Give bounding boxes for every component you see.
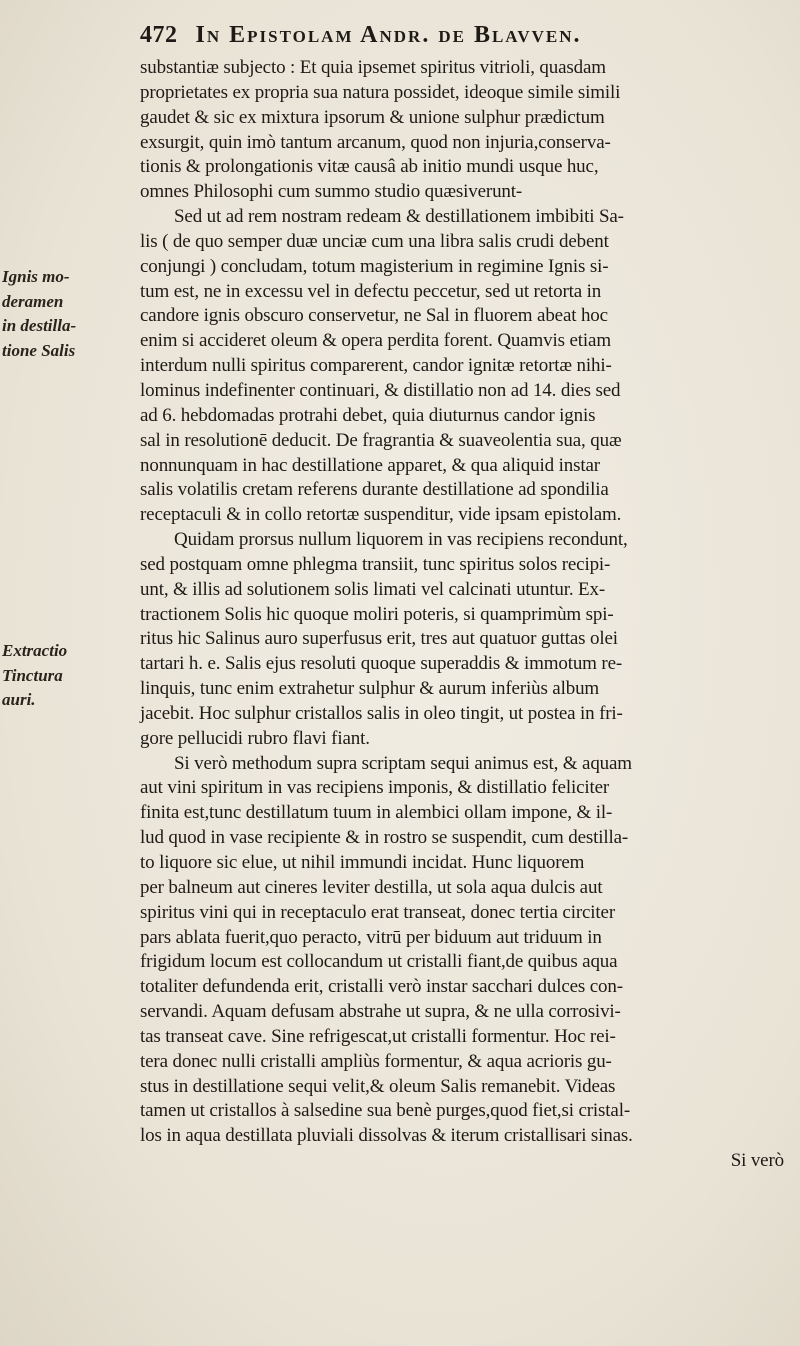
text-line: Sed ut ad rem nostram redeam & destillationem imbibiti Sa- (174, 206, 624, 228)
text-line: sed postquam omne phlegma transiit, tunc spiritus solos recipi- (140, 553, 611, 575)
text-line: tum est, ne in excessu vel in defectu peccetur, sed ut retorta in (140, 280, 602, 302)
page-header (140, 22, 800, 58)
text-line: aut vini spiritum in vas recipiens imponis, & distillatio feliciter (140, 777, 610, 799)
page-number: 472 (140, 22, 178, 48)
text-line: tas transeat cave. Sine refrigescat,ut cristalli formentur. Hoc rei- (140, 1025, 616, 1047)
text-line: lud quod in vase recipiente & in rostro se suspendit, cum destilla- (140, 827, 629, 849)
marginal-line: auri. (2, 690, 36, 709)
text-line: ad 6. hebdomadas protrahi debet, quia diuturnus candor ignis (140, 404, 596, 426)
text-line: nonnunquam in hac destillatione apparet, & qua aliquid instar (140, 454, 600, 476)
text-line: lis ( de quo semper duæ unciæ cum una libra salis crudi debent (140, 230, 609, 252)
marginal-line: Tinctura (2, 665, 63, 685)
text-line: tamen ut cristallos à salsedine sua benè purges,quod fiet,si cristal- (140, 1100, 631, 1122)
text-line: to liquore sic elue, ut nihil immundi incidat. Hunc liquorem (140, 852, 585, 873)
text-line: tionis & prolongationis vitæ causâ ab initio mundi usque huc, (140, 156, 599, 178)
marginal-line: deramen (2, 291, 64, 311)
text-line: unt, & illis ad solutionem solis limati vel calcinati utuntur. Ex- (140, 578, 606, 600)
catchword: Si verò (730, 1150, 784, 1172)
text-line: servandi. Aquam defusam abstrahe ut supra, & ne ulla corrosivi- (140, 1001, 621, 1023)
text-line: salis volatilis cretam referens durante destillatione ad spondilia (140, 479, 609, 501)
text-line: omnes Philosophi cum summo studio quæsiverunt- (140, 181, 523, 203)
text-line: frigidum locum est collocandum ut cristalli fiant,de quibus aqua (140, 951, 618, 973)
text-line: proprietates ex propria sua natura possidet, ideoque simile simili (140, 81, 621, 103)
text-line: tractionem Solis hic quoque moliri poteris, si quamprimùm spi- (140, 603, 614, 625)
marginal-note-fire (2, 265, 138, 363)
text-line: tartari h. e. Salis ejus resoluti quoque superaddis & immotum re- (140, 653, 623, 675)
text-line: gore pellucidi rubro flavi fiant. (140, 727, 370, 749)
text-line: linquis, tunc enim extrahetur sulphur & aurum inferiùs album (140, 678, 600, 700)
text-line: substantiæ subjecto : Et quia ipsemet spiritus vitrioli, quasdam (140, 57, 606, 78)
marginal-line: Extractio (2, 641, 68, 660)
body-text (140, 56, 790, 1174)
marginal-line: Ignis mo- (2, 267, 70, 286)
text-line: jacebit. Hoc sulphur cristallos salis in oleo tingit, ut postea in fri- (140, 702, 623, 724)
text-line: Si verò methodum supra scriptam sequi animus est, & aquam (174, 752, 632, 774)
marginal-note-gold (2, 639, 138, 713)
text-line: sal in resolutionē deducit. De fragrantia & suaveolentia sua, quæ (140, 429, 622, 451)
text-line: interdum nulli spiritus comparerent, candor ignitæ retortæ nihi- (140, 355, 612, 377)
text-line: enim si accideret oleum & opera perdita forent. Quamvis etiam (140, 330, 611, 352)
text-line: Quidam prorsus nullum liquorem in vas recipiens recondunt, (174, 529, 628, 551)
marginal-line: in destilla- (2, 316, 77, 335)
text-line: receptaculi & in collo retortæ suspenditur, vide ipsam epistolam. (140, 504, 622, 526)
text-line: gaudet & sic ex mixtura ipsorum & unione sulphur prædictum (140, 106, 605, 128)
text-line: per balneum aut cineres leviter destilla, ut sola aqua dulcis aut (140, 876, 603, 898)
text-line: stus in destillatione sequi velit,& oleum Salis remanebit. Videas (140, 1075, 616, 1097)
text-line: lominus indefinenter continuari, & distillatio non ad 14. dies sed (140, 379, 621, 401)
text-line: totaliter defundenda erit, cristalli verò instar sacchari dulces con- (140, 976, 623, 998)
text-line: ritus hic Salinus auro superfusus erit, tres aut quatuor guttas olei (140, 628, 618, 650)
text-line: exsurgit, quin imò tantum arcanum, quod non injuria,conserva- (140, 131, 611, 153)
text-line: spiritus vini qui in receptaculo erat transeat, donec tertia circiter (140, 901, 616, 923)
text-line: tera donec nulli cristalli ampliùs formentur, & aqua acrioris gu- (140, 1050, 612, 1072)
text-line: pars ablata fuerit,quo peracto, vitrū per biduum aut triduum in (140, 926, 602, 948)
running-title: In Epistolam Andr. de Blavven. (195, 22, 582, 48)
text-line: finita est,tunc destillatum tuum in alembici ollam impone, & il- (140, 802, 613, 824)
text-line: los in aqua destillata pluviali dissolvas & iterum cristallisari sinas. (140, 1125, 633, 1147)
text-line: candore ignis obscuro conservetur, ne Sal in fluorem abeat hoc (140, 305, 608, 327)
text-line: conjungi ) concludam, totum magisterium in regimine Ignis si- (140, 255, 609, 277)
marginal-line: tione Salis (2, 340, 76, 360)
